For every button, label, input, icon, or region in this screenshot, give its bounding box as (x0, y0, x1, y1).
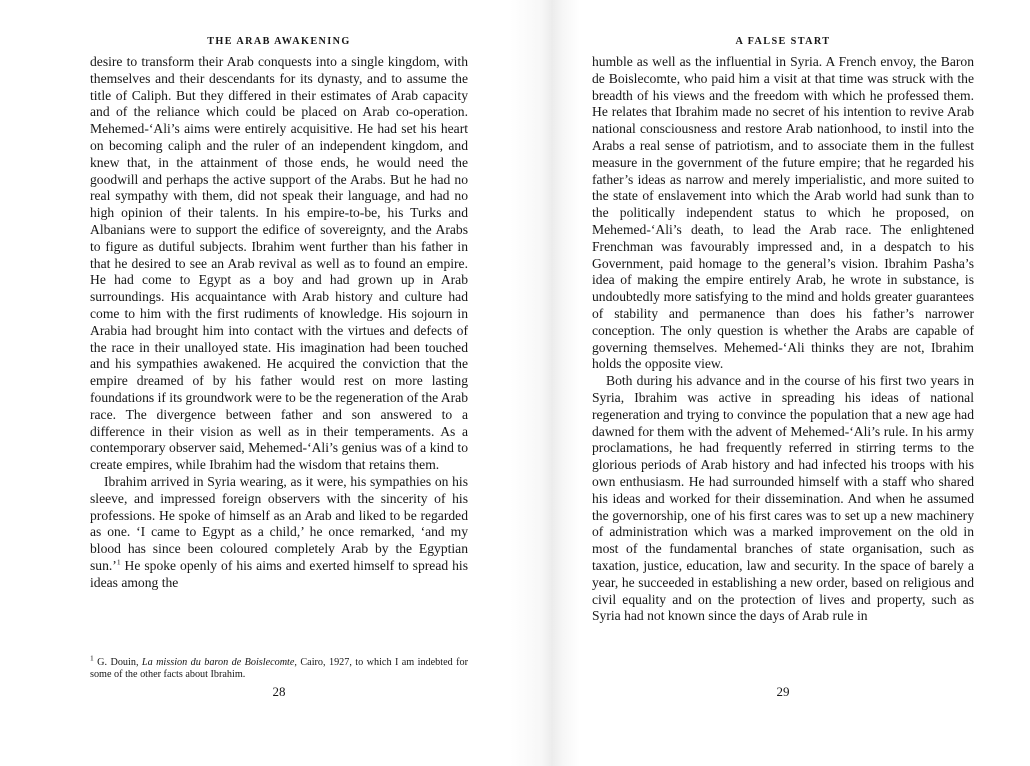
left-paragraph-2-text: Ibrahim arrived in Syria wearing, as it were, his sympathies on his sleeve, and impressed foreign observers with the sincerity of his professions. He spoke of himself as an Arab and liked to be regarded as one. ‘I came to Egypt as a child,’ he once remarked, ‘and my blood has since been coloured completely Arab by the Egyptian sun.’ (90, 473, 468, 573)
running-head-right: A FALSE START (735, 36, 831, 47)
page-number-right: 29 (776, 684, 790, 699)
right-page-body (592, 54, 974, 625)
footnote-author: G. Douin, (93, 657, 142, 668)
left-paragraph-1: desire to transform their Arab conquests into a single kingdom, with themselves and their descendants for its dynasty, and to assume the title of Caliph. But they differed in their estimates of Arab capacity and of the reliance which could be placed on Arab co-operation. Mehemed-‘Ali’s aims were entirely acquisitive. He had set his heart on becoming caliph and the ruler of an independent kingdom, and knew that, in the attainment of those ends, he would need the goodwill and perhaps the active support of the Arabs. But he had no real sympathy with them, did not speak their language, and had no high opinion of their talents. In his empire-to-be, his Turks and Albanians were to support the edifice of sovereignty, and the Arabs to figure as dutiful subjects. Ibrahim went further than his father in that he desired to see an Arab revival as well as to found an empire. He had come to Egypt as a boy and had grown up in Arab surroundings. His acquaintance with Arab history and culture had come to him with the first rudiments of knowledge. His sojourn in Arabia had brought him into contact with the virtues and defects of the race in their unalloyed state. His imagination had been touched and his sympathies awakened. He acquired the conviction that the empire dreamed of by his father would rest on more lasting foundations if its groundwork were to be the regeneration of the Arab race. The divergence between father and son answered to a difference in their vision as well as in their temperaments. As a contemporary observer said, Mehemed-‘Ali’s genius was of a kind to create empires, while Ibrahim had the wisdom that retains them. (90, 54, 468, 473)
right-page (592, 0, 974, 766)
right-paragraph-1: humble as well as the influential in Syria. A French envoy, the Baron de Boislecomte, who paid him a visit at that time was struck with the breadth of his views and the freedom with which he professed them. He relates that Ibrahim made no secret of his intention to revive Arab national consciousness and restore Arab nationhood, to instil into the Arabs a real sense of patriotism, and to associate them in the fullest measure in the government of the future empire; that he regarded his father’s ideas as narrow and merely imperialistic, and more suited to the state of enslavement into which the Arab world had sunk than to the politically independent status to which he proposed, on Mehemed-‘Ali’s death, to lead the Arab race. The enlightened Frenchman was favourably impressed and, in a despatch to his Government, paid homage to the general’s vision. Ibrahim Pasha’s idea of making the empire entirely Arab, he wrote in substance, is undoubtedly more satisfying to the mind and holds greater guarantees of stability and permanence than does his father’s narrower conception. The only question is whether the Arabs are capable of governing themselves. Mehemed-‘Ali thinks they are not, Ibrahim holds the opposite view. (592, 54, 974, 372)
running-head-left: THE ARAB AWAKENING (207, 36, 351, 47)
left-paragraph-2-continuation: He spoke openly of his aims and exerted himself to spread his ideas among the (90, 557, 468, 590)
right-paragraph-2: Both during his advance and in the course of his first two years in Syria, Ibrahim was active in spreading his ideas of national regeneration and trying to convince the population that a new age had dawned for them with the advent of Mehemed-‘Ali’s rule. In his army proclamations, he had frequently referred in stirring terms to the glorious periods of Arab history and had infected his troops with his own enthusiasm. He had surrounded himself with a staff who shared his ideas and worked for their dissemination. And when he assumed the governorship, one of his first cares was to set up a new machinery of administration which was a marked improvement on the old in most of the fundamental branches of state organisation, such as taxation, justice, education, law and security. In the space of barely a year, he succeeded in establishing a new order, based on religious and civil equality and on the protection of lives and property, such as Syria had not known since the days of Arab rule in (592, 373, 974, 624)
page-number-left: 28 (272, 684, 286, 699)
left-page (90, 0, 468, 766)
left-page-body (90, 54, 468, 592)
book-gutter (510, 0, 580, 766)
footnote-number: 1 (90, 653, 94, 663)
footnote-rest: , Cairo, 1927, to which I am indebted for some of the other facts about Ibrahim. (90, 657, 468, 681)
footnote (90, 653, 468, 682)
footnote-title: La mission du baron de Boislecomte (141, 657, 295, 668)
footnote-reference: 1 (116, 557, 121, 567)
left-paragraph-2 (90, 474, 468, 592)
